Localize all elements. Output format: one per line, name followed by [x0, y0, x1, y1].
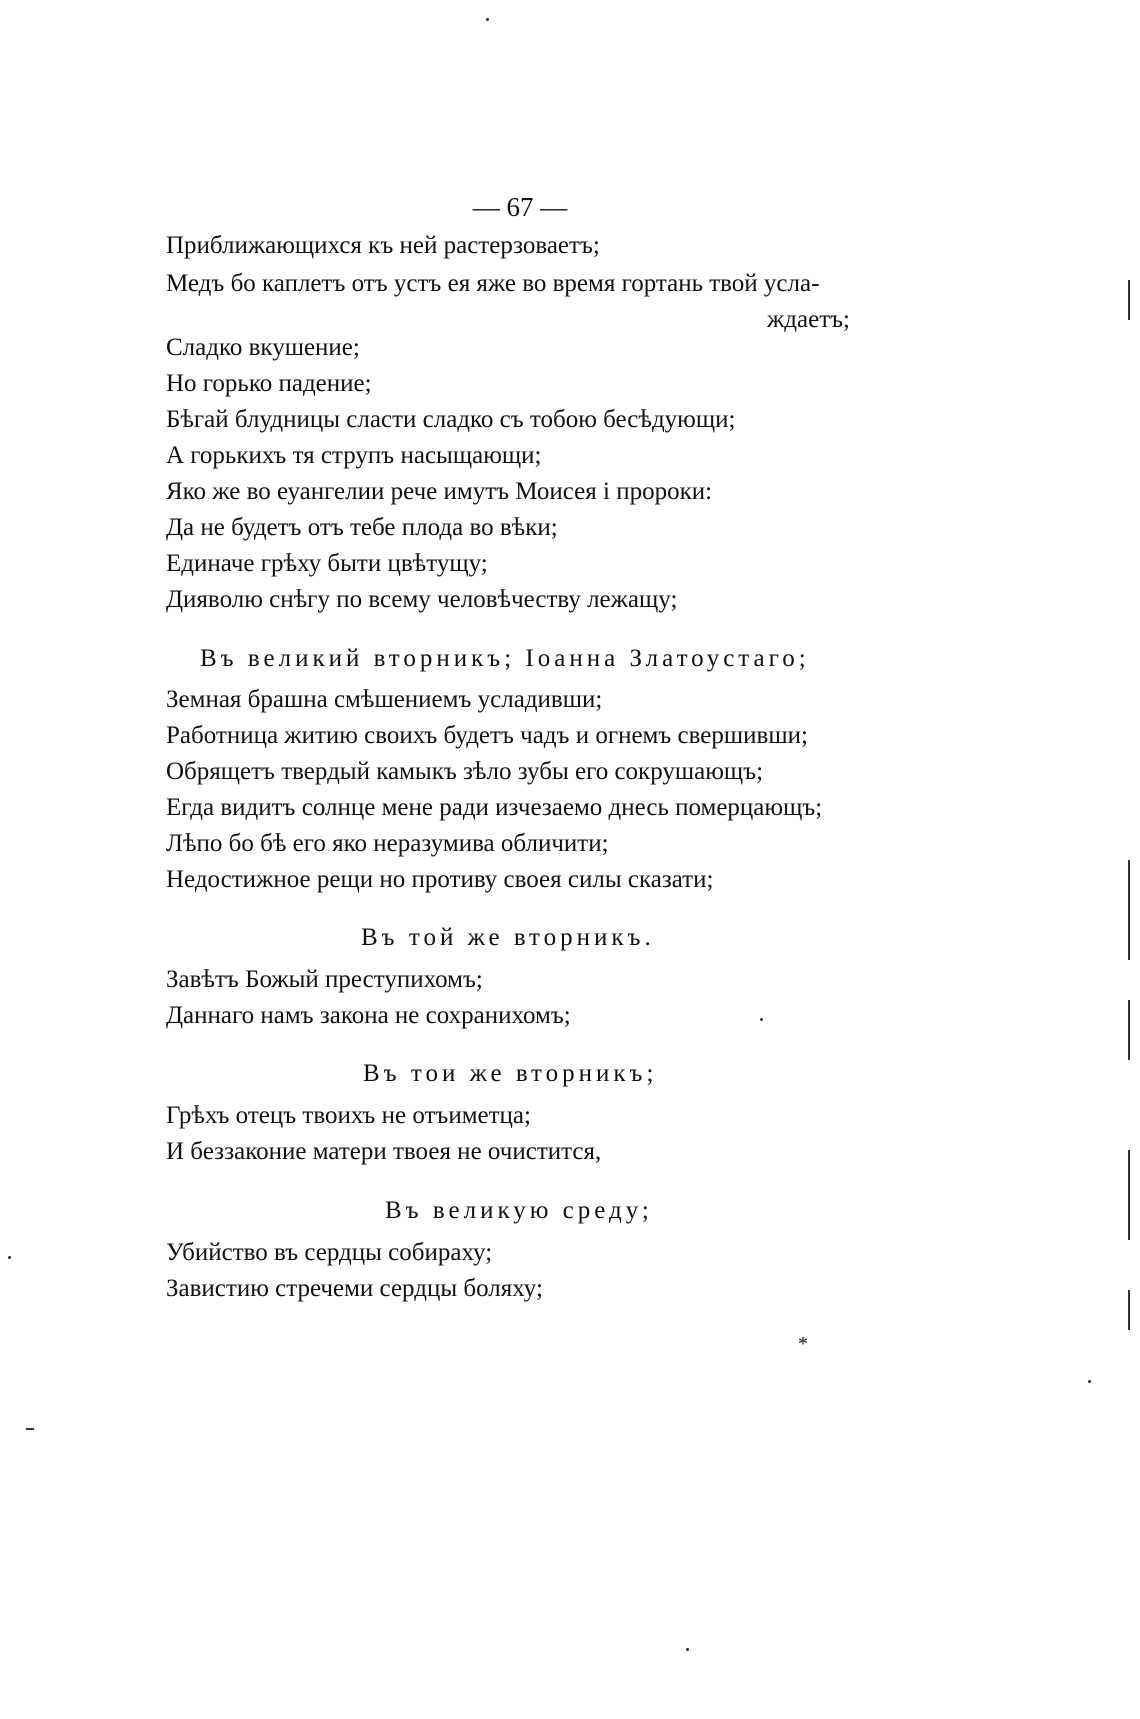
page-number: — 67 —	[472, 192, 568, 222]
section-heading: Въ той же вторникъ.	[361, 924, 655, 951]
text-line: Егда видитъ солнце мене ради изчезаемо днесь померцающъ;	[166, 794, 823, 821]
scan-margin-line	[1128, 1290, 1130, 1330]
text-line: Дияволю снѣгу по всему человѣчеству лежащу;	[166, 586, 678, 613]
section-heading: Въ великую среду;	[385, 1197, 653, 1224]
text-line-continuation: ждаетъ;	[767, 306, 850, 333]
asterisk-mark: *	[798, 1333, 808, 1355]
text-line: Земная брашна смѣшениемъ усладивши;	[166, 686, 603, 713]
text-line: И беззаконие матери твоея не очистится,	[166, 1138, 602, 1165]
text-line: Грѣхъ отецъ твоихъ не отъиметца;	[166, 1102, 531, 1129]
scan-speck	[686, 1648, 689, 1651]
scan-speck	[8, 1256, 11, 1259]
scan-margin-line	[1128, 1150, 1130, 1240]
text-line: Недостижное рещи но противу своея силы сказати;	[166, 866, 714, 893]
section-heading: Въ великий вторникъ; Іоанна Златоустаго;	[200, 645, 810, 672]
section-heading: Въ тои же вторникъ;	[363, 1060, 658, 1087]
text-line: Яко же во еуангелии рече имутъ Моисея і пророки:	[166, 478, 713, 505]
scan-margin-line	[1128, 1000, 1130, 1060]
text-line: Работница житию своихъ будетъ чадъ и огнемъ свершивши;	[166, 722, 808, 749]
text-line: А горькихъ тя струпъ насыщающи;	[166, 442, 542, 469]
scan-margin-line	[1128, 860, 1130, 960]
text-line: Обрящетъ твердый камыкъ зѣло зубы его сокрушающъ;	[166, 758, 764, 785]
scan-speck	[26, 1428, 34, 1430]
text-line: Медъ бо каплетъ отъ устъ ея яже во время гортань твой усла-	[166, 270, 820, 297]
text-line: Единаче грѣху быти цвѣтущу;	[166, 550, 488, 577]
text-line: Лѣпо бо бѣ его яко неразумива обличити;	[166, 830, 609, 857]
text-line: Бѣгай блудницы сласти сладко съ тобою бесѣдующи;	[166, 406, 736, 433]
scan-speck	[1088, 1380, 1091, 1383]
text-line: Сладко вкушение;	[166, 334, 360, 361]
text-line: Но горько падение;	[166, 370, 372, 397]
scan-margin-line	[1128, 280, 1130, 320]
scan-speck	[486, 18, 489, 21]
text-line: Да не будетъ отъ тебе плода во вѣки;	[166, 514, 558, 541]
scan-speck	[760, 1018, 763, 1021]
text-line: Завистию стречеми сердцы боляху;	[166, 1275, 543, 1302]
text-line: Приближающихся къ ней растерзоваетъ;	[166, 232, 600, 259]
text-line: Завѣтъ Божый преступихомъ;	[166, 966, 483, 993]
text-line: Даннаго намъ закона не сохранихомъ;	[166, 1002, 571, 1029]
text-line: Убийство въ сердцы собираху;	[166, 1239, 493, 1266]
